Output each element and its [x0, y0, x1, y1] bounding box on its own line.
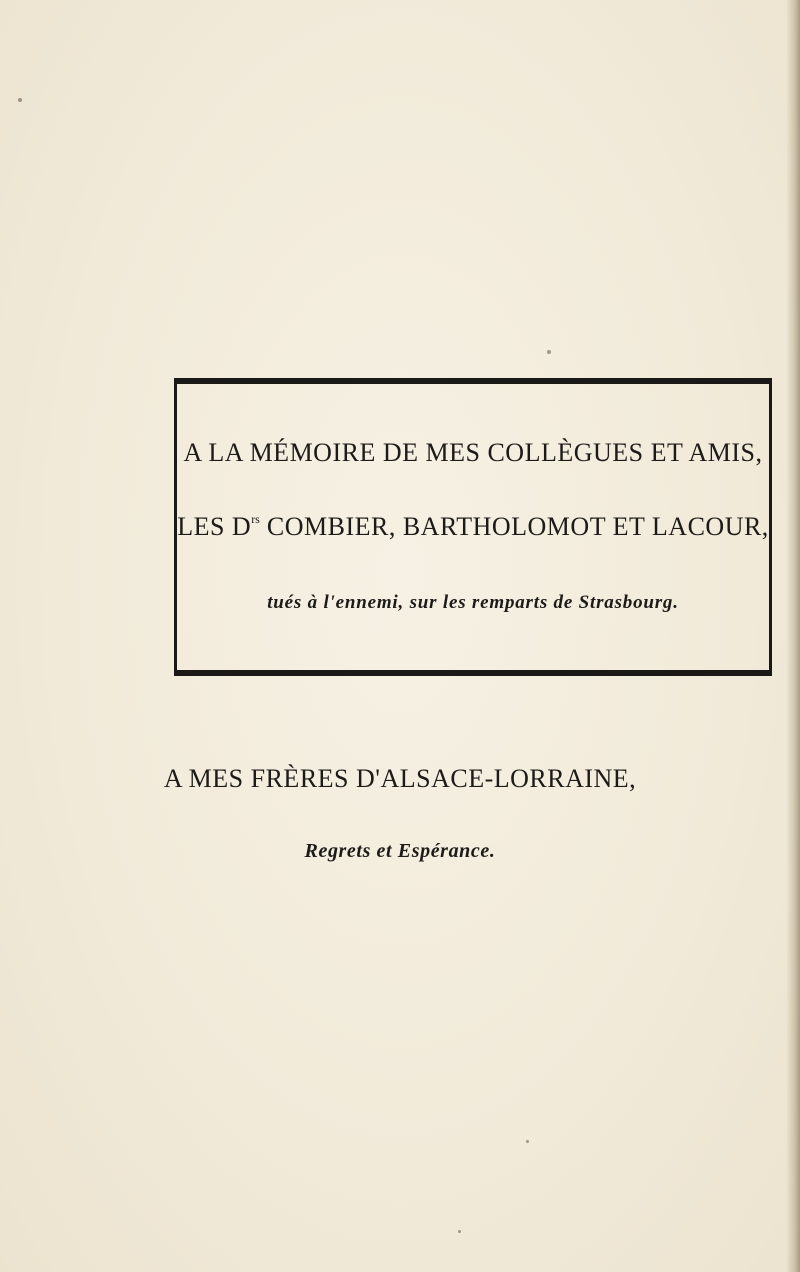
memorial-names-list: COMBIER, BARTHOLOMOT ET LACOUR, — [259, 512, 769, 541]
memorial-frame — [174, 378, 772, 676]
memorial-heading: A LA MÉMOIRE DE MES COLLÈGUES ET AMIS, — [183, 438, 763, 467]
memorial-names-prefix: LES D — [177, 512, 252, 541]
paper-speck — [547, 350, 551, 354]
page-edge-shadow — [786, 0, 800, 1272]
paper-speck — [18, 98, 22, 102]
dedication-heading: A MES FRÈRES D'ALSACE-LORRAINE, — [163, 764, 637, 793]
memorial-names — [177, 512, 769, 542]
memorial-epitaph: tués à l'ennemi, sur les remparts de Strasbourg. — [267, 592, 679, 613]
paper-speck — [526, 1140, 529, 1143]
dedication-motto: Regrets et Espérance. — [304, 840, 496, 862]
paper-speck — [458, 1230, 461, 1233]
doctors-abbrev-superscript: rs — [251, 512, 260, 526]
